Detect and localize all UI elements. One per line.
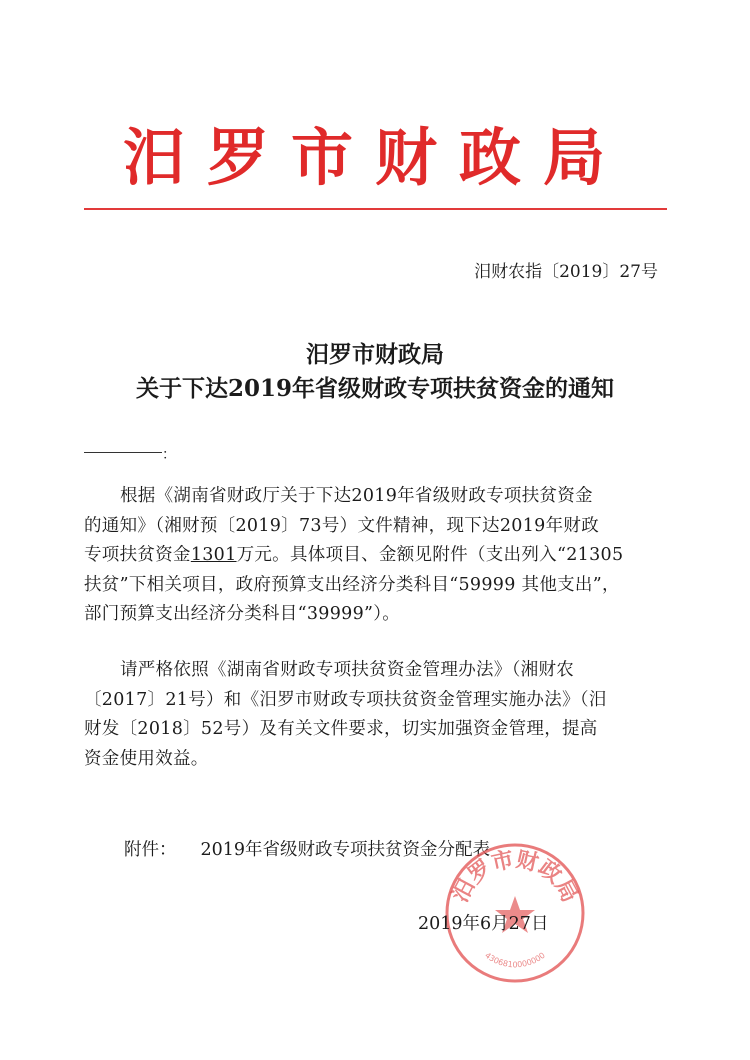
paragraph-1-line-4: 扶贫”下相关项目，政府预算支出经济分类科目“59999 其他支出”， — [84, 574, 620, 595]
fund-amount: 1301 — [190, 545, 237, 565]
recipient-blank-line — [84, 452, 162, 453]
paragraph-2-line-1: 请严格依照《湖南省财政专项扶贫资金管理办法》（湘财农 — [120, 660, 575, 680]
signing-date: 2019年6月27日 — [418, 914, 549, 934]
attachment-line — [124, 836, 490, 861]
attachment-title: 2019年省级财政专项扶贫资金分配表 — [200, 840, 491, 860]
body-paragraph-2 — [84, 656, 664, 774]
paragraph-1-line-5: 部门预算支出经济分类科目“39999”）。 — [84, 604, 401, 624]
paragraph-1-line-3-suffix: 万元。具体项目、金额见附件（支出列入“21305 — [236, 545, 624, 565]
seal-serial-text — [483, 951, 547, 970]
paragraph-2-line-4: 资金使用效益。 — [84, 748, 209, 769]
recipient-colon: ： — [162, 447, 176, 463]
paragraph-2-line-2: 〔2017〕21号）和《汨罗市财政专项扶贫资金管理实施办法》（汨 — [84, 689, 607, 710]
paragraph-1-line-1: 根据《湖南省财政厅关于下达2019年省级财政专项扶贫资金 — [120, 486, 593, 506]
paragraph-2-line-3: 财发〔2018〕52号）及有关文件要求，切实加强资金管理，提高 — [84, 719, 598, 739]
attachment-label: 附件： — [124, 840, 177, 860]
letterhead-title: 汨罗市财政局 — [122, 121, 627, 194]
body-paragraph-1 — [84, 482, 664, 630]
paragraph-1-line-2: 的通知》（湘财预〔2019〕73号）文件精神，现下达2019年财政 — [84, 515, 599, 536]
paragraph-1-line-3 — [84, 541, 664, 571]
document-number: 汨财农指〔2019〕27号 — [474, 262, 658, 282]
notice-title-issuer: 汨罗市财政局 — [306, 341, 444, 368]
notice-title-subject: 关于下达2019年省级财政专项扶贫资金的通知 — [135, 375, 614, 402]
paragraph-1-line-3-prefix: 专项扶贫资金 — [84, 545, 191, 565]
letterhead-red-rule — [84, 208, 667, 210]
seal-name-path: 汨罗市财政局 — [447, 846, 583, 907]
seal-serial-path: 4306810000000 — [483, 950, 547, 970]
